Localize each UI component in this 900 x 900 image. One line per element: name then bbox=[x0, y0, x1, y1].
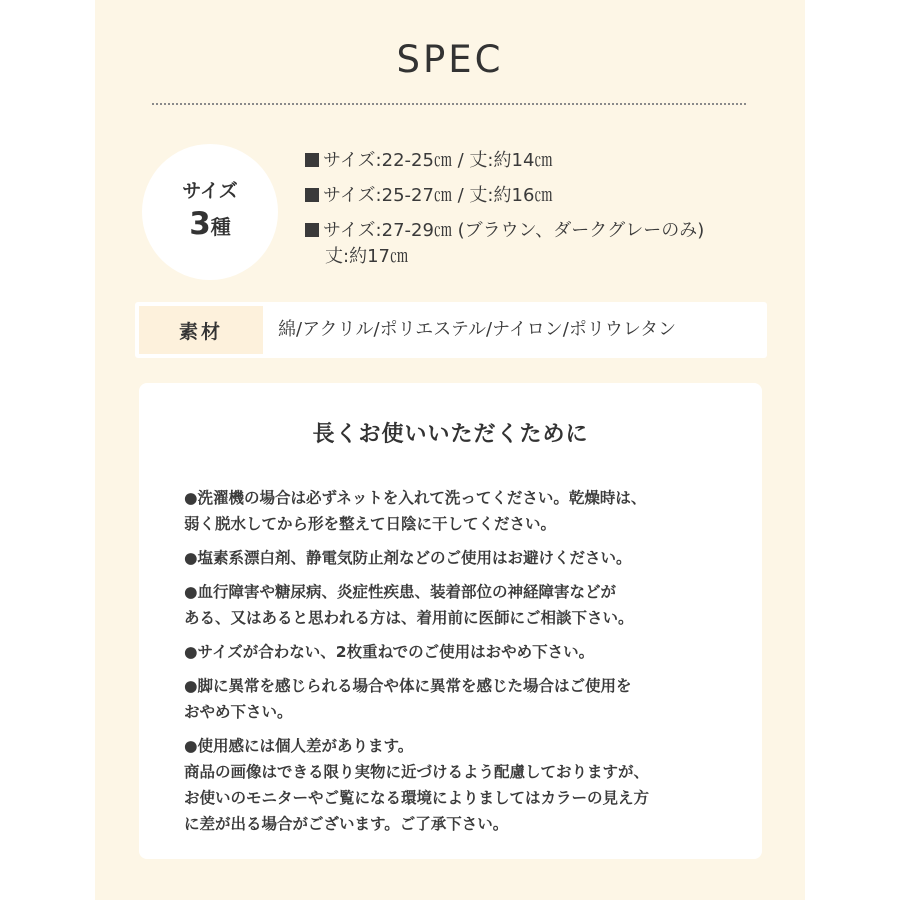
square-bullet-icon bbox=[305, 188, 319, 202]
size-count-label: サイズ bbox=[182, 179, 238, 202]
square-bullet-icon bbox=[305, 153, 319, 167]
size-count-number: 3種 bbox=[189, 205, 231, 242]
dotted-divider bbox=[152, 103, 746, 105]
care-item: ●サイズが合わない、2枚重ねでのご使用はおやめ下さい。 bbox=[184, 643, 595, 661]
care-item: ●使用感には個人差があります。 商品の画像はできる限り実物に近づけるよう配慮しておりますが、 お使いのモニターやご覧になる環境によりましてはカラーの見え方 に差が出る場合がございます。ご了承下さい。 bbox=[184, 737, 650, 833]
care-item: ●塩素系漂白剤、静電気防止剤などのご使用はお避けください。 bbox=[184, 549, 632, 567]
material-value: 綿/アクリル/ポリエステル/ナイロン/ポリウレタン bbox=[278, 319, 677, 340]
page-title: SPEC bbox=[396, 38, 504, 81]
material-label: 素材 bbox=[139, 306, 263, 354]
size-row: サイズ:25-27㎝ / 丈:約16㎝ bbox=[305, 183, 765, 209]
material-row bbox=[135, 302, 767, 358]
care-instructions-card bbox=[139, 383, 762, 859]
care-list bbox=[184, 485, 744, 845]
size-count-badge bbox=[142, 144, 278, 280]
size-row: サイズ:22-25㎝ / 丈:約14㎝ bbox=[305, 148, 765, 174]
size-row: サイズ:27-29㎝ (ブラウン、ダークグレーのみ) 丈:約17㎝ bbox=[305, 218, 765, 270]
care-title: 長くお使いいただくために bbox=[312, 422, 589, 447]
care-item: ●脚に異常を感じられる場合や体に異常を感じた場合はご使用を おやめ下さい。 bbox=[184, 677, 632, 721]
size-list bbox=[305, 148, 765, 279]
size-row-continuation: 丈:約17㎝ bbox=[325, 246, 408, 267]
care-item: ●血行障害や糖尿病、炎症性疾患、装着部位の神経障害などが ある、又はあると思われる方は、着用前に医師にご相談下さい。 bbox=[184, 583, 634, 627]
care-item: ●洗濯機の場合は必ずネットを入れて洗ってください。乾燥時は、 弱く脱水してから形を整えて日陰に干してください。 bbox=[184, 489, 647, 533]
square-bullet-icon bbox=[305, 223, 319, 237]
